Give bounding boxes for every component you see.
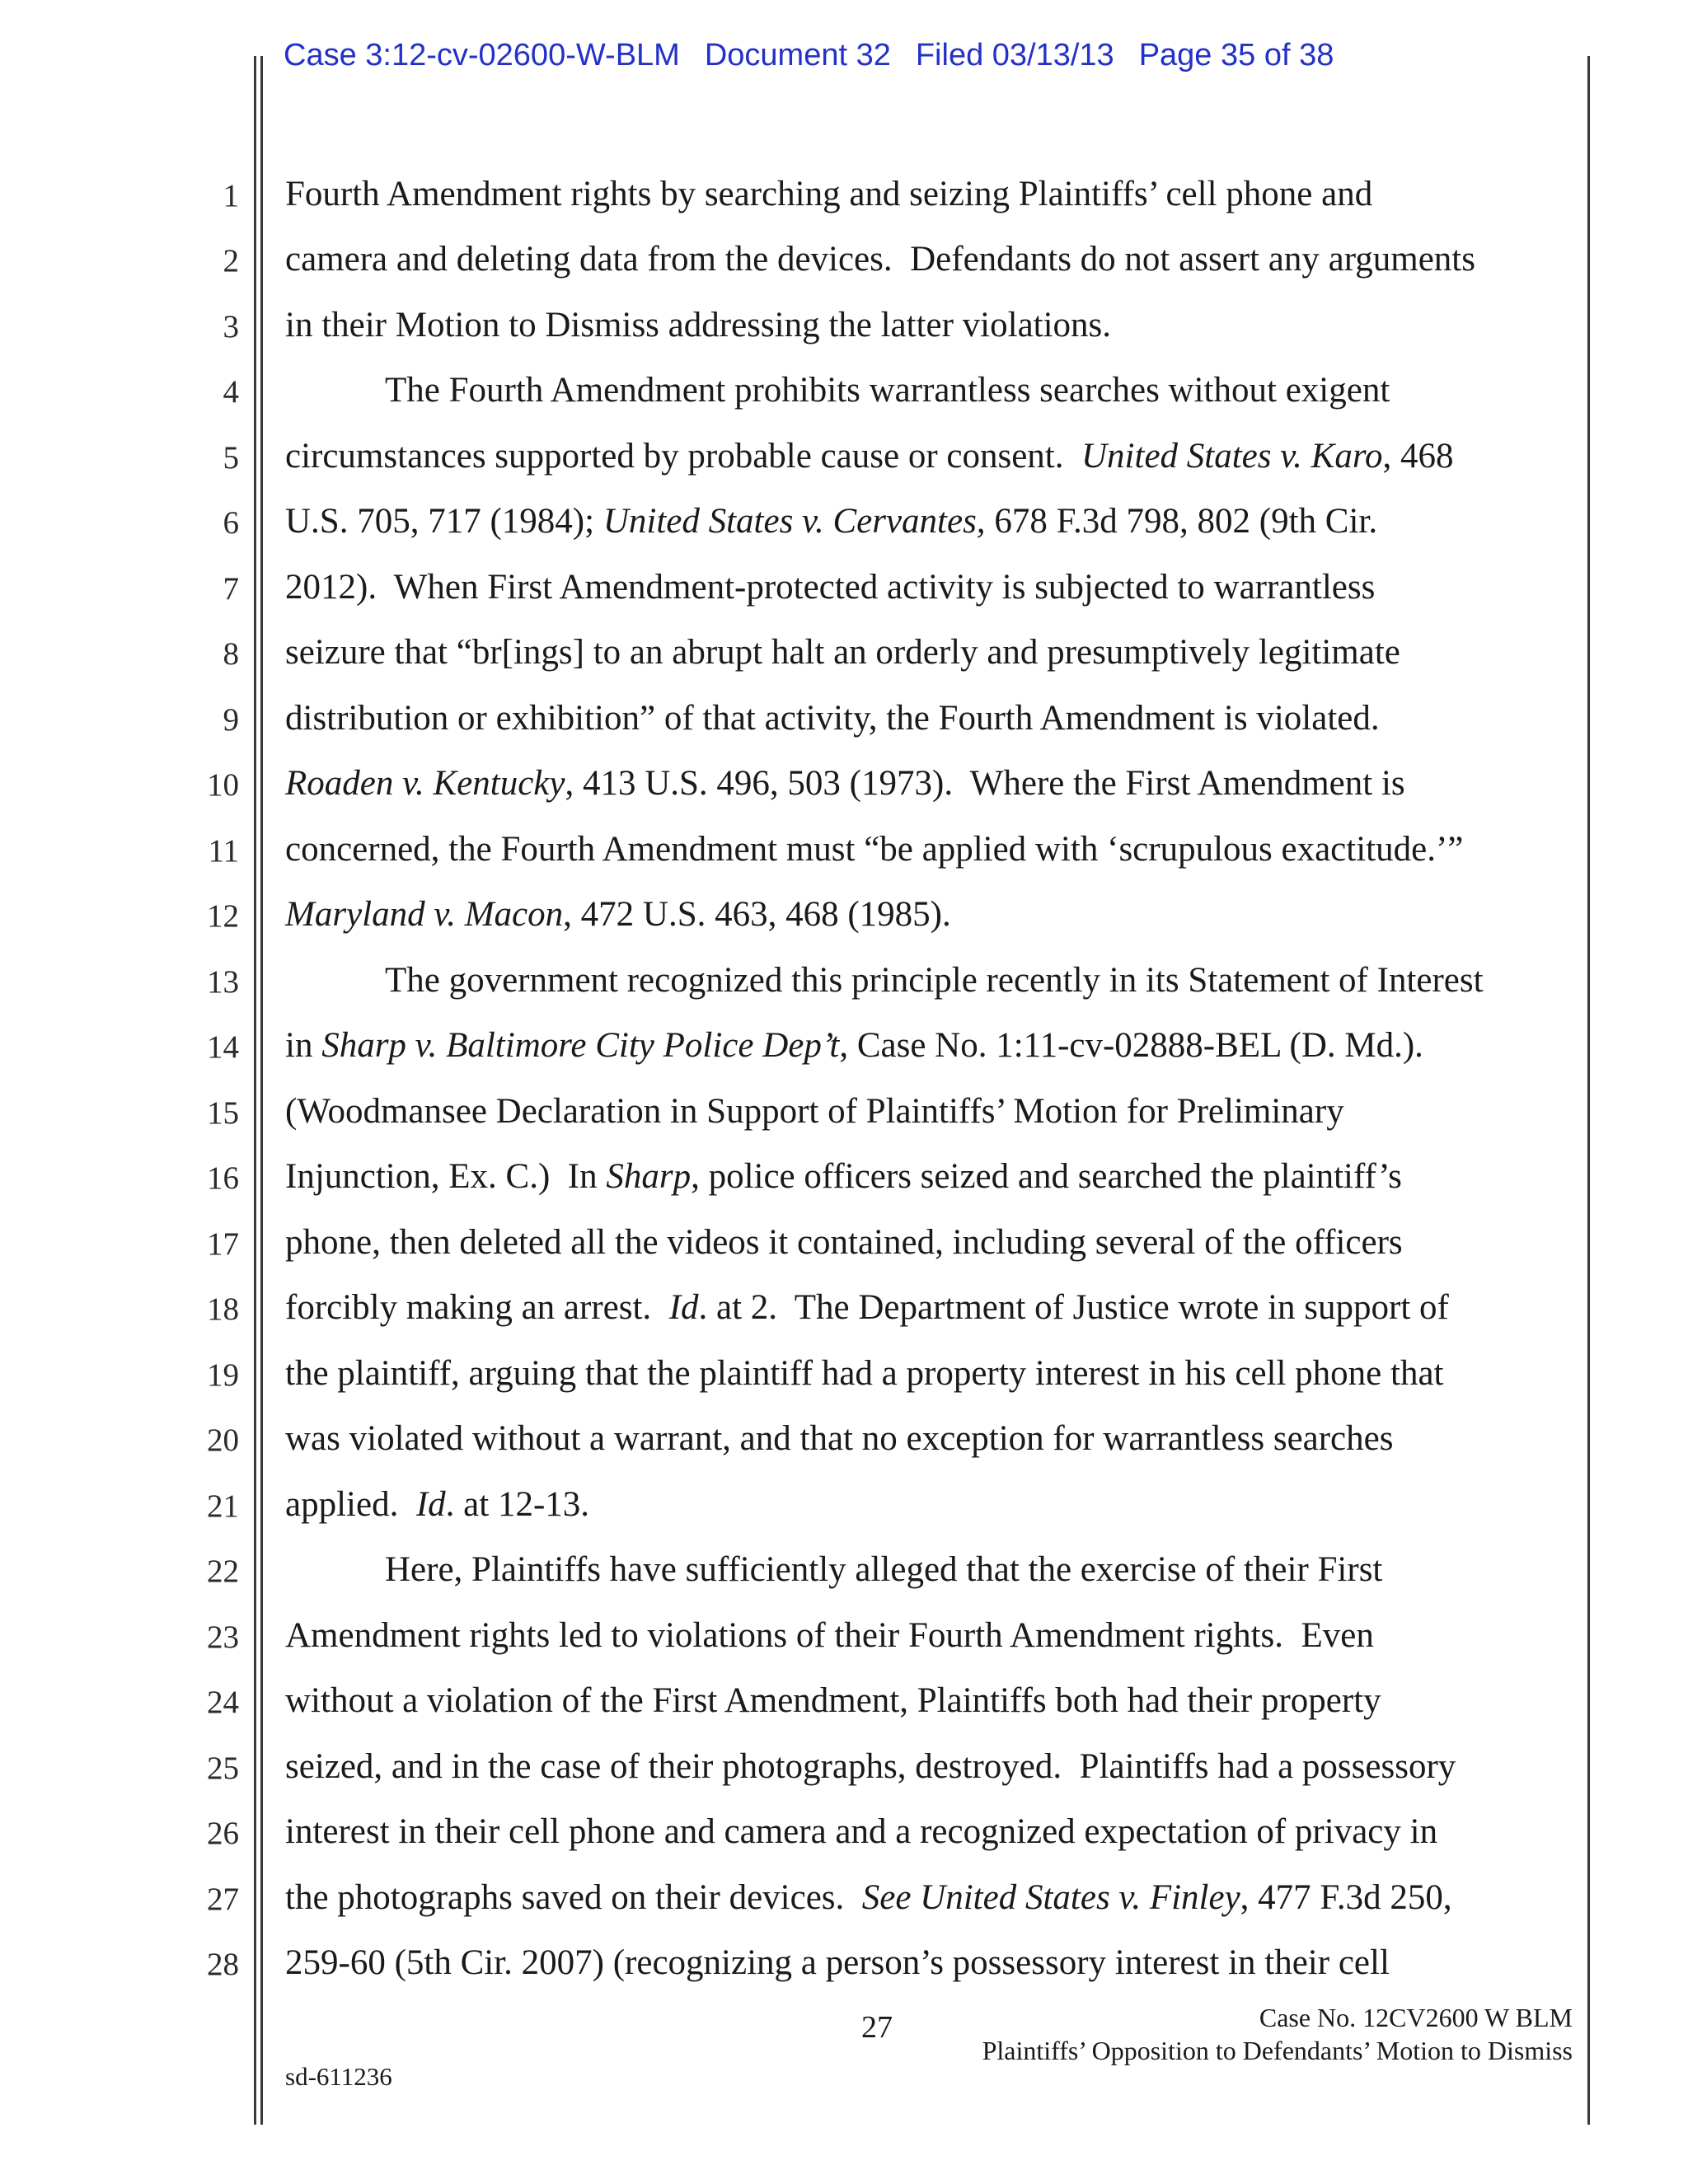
header-case-number: Case 3:12-cv-02600-W-BLM: [284, 38, 680, 73]
text-line: seized, and in the case of their photographs, destroyed. Plaintiffs had a possessory: [285, 1747, 1456, 1786]
line-number: 24: [207, 1685, 239, 1720]
paragraph-start-line: The Fourth Amendment prohibits warrantless searches without exigent: [385, 371, 1390, 410]
text-line: Injunction, Ex. C.) In Sharp, police officers seized and searched the plaintiff’s: [285, 1157, 1402, 1196]
citation-signal: Id: [415, 1485, 446, 1524]
line-number: 4: [223, 374, 239, 410]
text-line: distribution or exhibition” of that activity, the Fourth Amendment is violated.: [285, 699, 1380, 738]
line-number: 17: [207, 1226, 239, 1262]
case-citation: United States v. Cervantes,: [603, 502, 986, 541]
line-number: 14: [207, 1029, 239, 1065]
footer-case-number: Case No. 12CV2600 W BLM: [1259, 2003, 1573, 2032]
text-line: 259-60 (5th Cir. 2007) (recognizing a person’s possessory interest in their cell: [285, 1943, 1390, 1982]
line-number: 15: [207, 1095, 239, 1131]
line-number: 16: [207, 1160, 239, 1196]
case-citation: United States v. Karo: [1081, 437, 1383, 476]
footer-doc-id: sd-611236: [285, 2062, 392, 2091]
paragraph-start-line: Here, Plaintiffs have sufficiently alleged that the exercise of their First: [385, 1550, 1383, 1589]
line-number: 8: [223, 636, 239, 672]
line-number: 18: [207, 1291, 239, 1327]
text-line: Amendment rights led to violations of their Fourth Amendment rights. Even: [285, 1616, 1374, 1655]
case-citation: Sharp v. Baltimore City Police Dep’t: [321, 1026, 840, 1065]
line-number: 11: [208, 833, 239, 869]
case-citation: Roaden v. Kentucky: [285, 764, 565, 803]
line-number: 26: [207, 1816, 239, 1851]
line-number: 13: [207, 964, 239, 1000]
citation-signal: Id: [668, 1288, 699, 1327]
case-citation: Maryland v. Macon: [285, 895, 564, 934]
text-line: the plaintiff, arguing that the plaintiff had a property interest in his cell phone that: [285, 1354, 1444, 1393]
text-line: forcibly making an arrest. Id. at 2. The Department of Justice wrote in support of: [285, 1288, 1449, 1327]
line-number: 22: [207, 1554, 239, 1589]
left-margin-rule-outer: [254, 56, 256, 2125]
footer-page-number: 27: [861, 2010, 893, 2045]
header-document-number: Document 32: [704, 38, 891, 73]
text-line: was violated without a warrant, and that no exception for warrantless searches: [285, 1419, 1394, 1458]
line-number: 19: [207, 1357, 239, 1393]
text-line: without a violation of the First Amendment, Plaintiffs both had their property: [285, 1681, 1381, 1720]
text-line: (Woodmansee Declaration in Support of Plaintiffs’ Motion for Preliminary: [285, 1092, 1344, 1131]
text-line: in Sharp v. Baltimore City Police Dep’t, Case No. 1:11-cv-02888-BEL (D. Md.).: [285, 1026, 1423, 1065]
line-number: 25: [207, 1750, 239, 1786]
line-number: 9: [223, 702, 239, 738]
right-margin-rule: [1587, 56, 1590, 2125]
text-line: the photographs saved on their devices. See United States v. Finley, 477 F.3d 250,: [285, 1878, 1452, 1917]
text-line: camera and deleting data from the devices. Defendants do not assert any arguments: [285, 240, 1475, 279]
paragraph-start-line: The government recognized this principle recently in its Statement of Interest: [385, 961, 1484, 1000]
line-number: 1: [223, 178, 239, 213]
text-line: Maryland v. Macon, 472 U.S. 463, 468 (1985).: [285, 895, 951, 934]
case-citation: See United States v. Finley: [861, 1878, 1240, 1917]
line-number: 27: [207, 1882, 239, 1917]
footer-document-title: Plaintiffs’ Opposition to Defendants’ Motion to Dismiss: [982, 2036, 1573, 2065]
line-number: 23: [207, 1619, 239, 1655]
line-number: 2: [223, 243, 239, 279]
line-number: 12: [207, 898, 239, 934]
line-number: 28: [207, 1947, 239, 1982]
line-number: 7: [223, 571, 239, 607]
text-line: Fourth Amendment rights by searching and seizing Plaintiffs’ cell phone and: [285, 175, 1373, 213]
text-line: Roaden v. Kentucky, 413 U.S. 496, 503 (1973). Where the First Amendment is: [285, 764, 1405, 803]
text-line: applied. Id. at 12-13.: [285, 1485, 590, 1524]
header-page-count: Page 35 of 38: [1138, 38, 1334, 73]
line-number: 3: [223, 309, 239, 344]
ecf-header: [284, 38, 1334, 73]
line-number: 20: [207, 1422, 239, 1458]
left-margin-rule-inner: [260, 56, 263, 2125]
case-citation: Sharp: [606, 1157, 692, 1196]
line-number: 21: [207, 1488, 239, 1524]
text-line: phone, then deleted all the videos it contained, including several of the officers: [285, 1223, 1403, 1262]
line-number: 10: [207, 767, 239, 803]
text-line: U.S. 705, 717 (1984); United States v. Cervantes, 678 F.3d 798, 802 (9th Cir.: [285, 502, 1378, 541]
text-line: seizure that “br[ings] to an abrupt halt an orderly and presumptively legitimate: [285, 633, 1400, 672]
line-number: 5: [223, 440, 239, 476]
text-line: 2012). When First Amendment-protected activity is subjected to warrantless: [285, 568, 1376, 607]
text-line: concerned, the Fourth Amendment must “be applied with ‘scrupulous exactitude.’”: [285, 830, 1464, 869]
header-filed-date: Filed 03/13/13: [915, 38, 1114, 73]
text-line: in their Motion to Dismiss addressing the latter violations.: [285, 306, 1112, 344]
text-line: interest in their cell phone and camera and a recognized expectation of privacy in: [285, 1812, 1438, 1851]
text-line: circumstances supported by probable cause or consent. United States v. Karo, 468: [285, 437, 1454, 476]
footer-caption: [982, 2001, 1573, 2067]
line-number: 6: [223, 505, 239, 541]
